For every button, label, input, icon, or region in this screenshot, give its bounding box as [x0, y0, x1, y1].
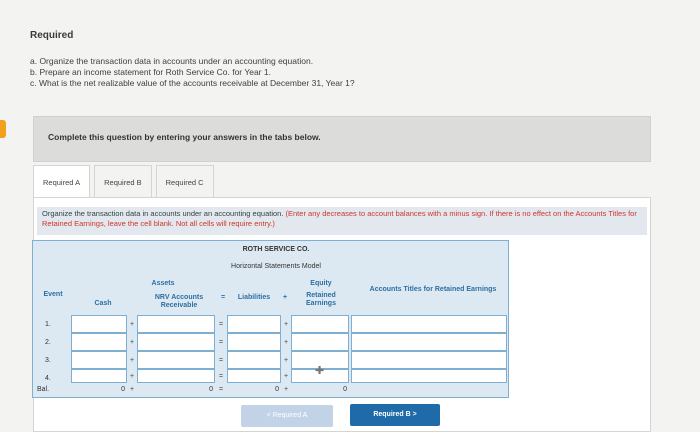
page-title: Required — [30, 30, 74, 41]
cash-balance: 0 — [121, 386, 125, 393]
nrv-header: NRV Accounts Receivable — [154, 294, 204, 309]
cash-input[interactable] — [71, 315, 127, 333]
instruction-note: (Enter any decreases to account balances with a minus sign. If there is no effect on the Accounts Titles for Retained Earnings, leave the cell blank. Not all cells will require entry.) — [42, 209, 637, 228]
liabilities-input[interactable] — [227, 333, 281, 351]
account-title-input[interactable] — [351, 315, 507, 333]
plus-sign: + — [129, 339, 135, 346]
cursor-crosshair-icon: ✚ — [315, 365, 325, 377]
previous-button[interactable]: < Required A — [241, 405, 333, 427]
balance-label: Bal. — [37, 386, 50, 393]
assets-header: Assets — [151, 280, 175, 287]
liabilities-input[interactable] — [227, 351, 281, 369]
requirements-list — [30, 56, 355, 89]
equals-sign: = — [218, 386, 224, 393]
nrv-input[interactable] — [137, 315, 215, 333]
equals-sign: = — [218, 357, 224, 364]
account-title-input[interactable] — [351, 369, 507, 383]
plus-sign: + — [283, 339, 289, 346]
plus-sign: + — [129, 373, 135, 380]
plus-header: + — [282, 294, 288, 301]
liabilities-header: Liabilities — [237, 294, 271, 301]
retained-earnings-input[interactable] — [291, 333, 349, 351]
account-title-input[interactable] — [351, 351, 507, 369]
retained-earnings-balance: 0 — [343, 386, 347, 393]
row-label: 4. — [45, 375, 51, 382]
nrv-input[interactable] — [137, 351, 215, 369]
row-label: 1. — [45, 321, 51, 328]
model-name: Horizontal Statements Model — [231, 263, 321, 270]
event-header: Event — [43, 291, 63, 298]
nrv-input[interactable] — [137, 333, 215, 351]
row-label: 2. — [45, 339, 51, 346]
instructions-banner — [33, 116, 651, 162]
horizontal-statements-table — [32, 240, 509, 398]
equals-sign: = — [218, 373, 224, 380]
company-name: ROTH SERVICE CO. — [242, 246, 310, 253]
account-title-input[interactable] — [351, 333, 507, 351]
plus-sign: + — [129, 357, 135, 364]
liabilities-balance: 0 — [275, 386, 279, 393]
next-button[interactable]: Required B > — [350, 404, 440, 426]
plus-sign: + — [129, 321, 135, 328]
requirement-a: a. Organize the transaction data in accounts under an accounting equation. — [30, 56, 314, 66]
instruction-text: Organize the transaction data in accounts under an accounting equation. — [42, 209, 284, 218]
retained-earnings-input[interactable] — [291, 315, 349, 333]
plus-sign: + — [283, 373, 289, 380]
plus-sign: + — [283, 386, 289, 393]
liabilities-input[interactable] — [227, 315, 281, 333]
tab-required-a[interactable]: Required A — [33, 165, 90, 198]
banner-text: Complete this question by entering your answers in the tabs below. — [48, 132, 321, 142]
bookmark-marker — [0, 120, 6, 138]
requirement-c: c. What is the net realizable value of the accounts receivable at December 31, Year 1? — [30, 78, 355, 88]
plus-sign: + — [283, 357, 289, 364]
account-titles-header: Accounts Titles for Retained Earnings — [369, 286, 497, 293]
equity-header: Equity — [310, 280, 332, 287]
requirement-b: b. Prepare an income statement for Roth Service Co. for Year 1. — [30, 67, 271, 77]
tab-bar — [33, 165, 218, 198]
liabilities-input[interactable] — [227, 369, 281, 383]
equals-header: = — [220, 294, 226, 301]
instruction-box — [37, 207, 647, 235]
retained-earnings-header: Retained Earnings — [306, 292, 336, 307]
cash-input[interactable] — [71, 333, 127, 351]
cash-input[interactable] — [71, 369, 127, 383]
row-label: 3. — [45, 357, 51, 364]
cash-input[interactable] — [71, 351, 127, 369]
equals-sign: = — [218, 339, 224, 346]
tab-required-c[interactable]: Required C — [156, 165, 214, 198]
cash-header: Cash — [94, 300, 112, 307]
nrv-input[interactable] — [137, 369, 215, 383]
equals-sign: = — [218, 321, 224, 328]
tab-required-b[interactable]: Required B — [94, 165, 152, 198]
nrv-balance: 0 — [209, 386, 213, 393]
plus-sign: + — [129, 386, 135, 393]
plus-sign: + — [283, 321, 289, 328]
